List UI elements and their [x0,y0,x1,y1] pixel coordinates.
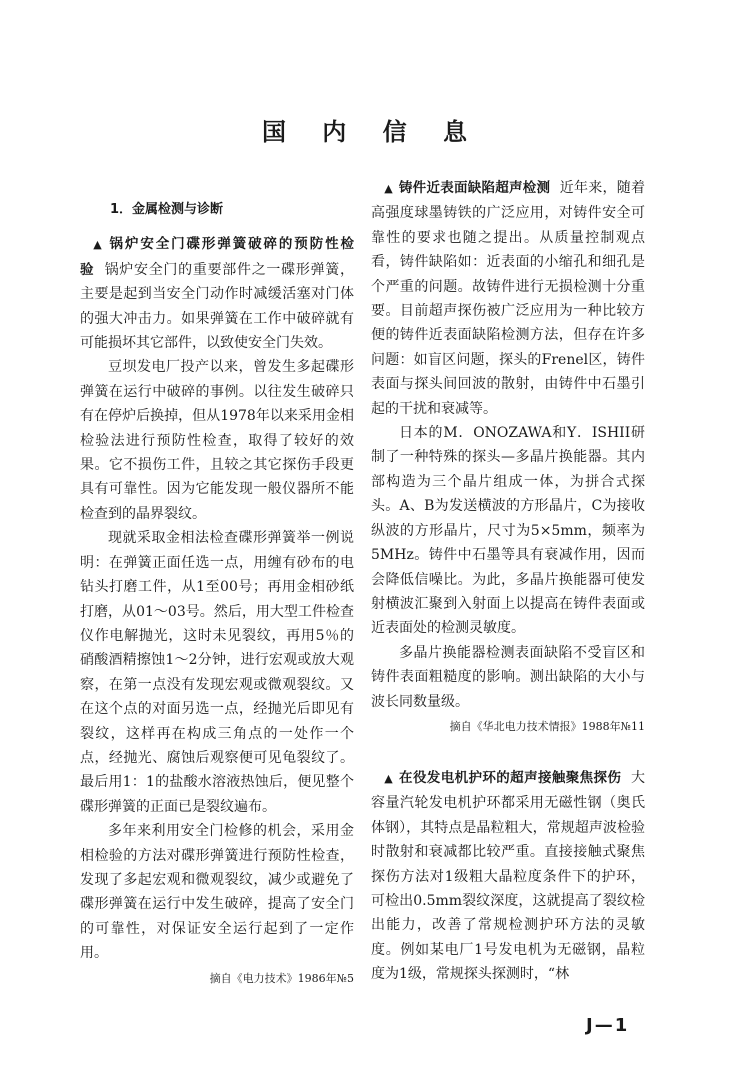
right-column [371,176,645,987]
triangle-marker-icon: ▲ [384,182,393,195]
article-2-intro [371,176,645,421]
left-column [80,176,354,988]
article-1-intro [80,232,354,355]
article-2-title: 铸件近表面缺陷超声检测 [398,180,551,196]
article-1-title: 锅炉安全门碟形弹簧破碎的预防性检验 [80,236,354,278]
triangle-marker-icon: ▲ [93,238,104,252]
triangle-marker-icon: ▲ [384,771,394,785]
article-3-title: 在役发电机护环的超声接触聚焦探伤 [399,769,622,786]
article-3-intro [371,766,645,987]
article-2-para-3: 多晶片换能器检测表面缺陷不受盲区和铸件表面粗糙度的影响。测出缺陷的大小与波长同数量级。 [371,644,645,710]
article-3-para-1: 大容量汽轮发电机护环都采用无磁性钢（奥氏体钢），其特点是晶粒粗大，常规超声波检验时散射和衰减都比较严重。直接接触式聚焦探伤方法对1级粗大晶粒度条件下的护环，可检出0.5mm裂纹深度，这就提高了裂纹检出能力，改善了常规检测护环方法的灵敏度。例如某电厂1号发电机为无磁钢，晶粒度为1级，常规探头探测时，“林 [371,769,645,983]
article-1-para-4: 多年来利用安全门检修的机会，采用金相检验的方法对碟形弹簧进行预防性检查，发现了多起宏观和微观裂纹，减少或避免了碟形弹簧在运行中发生破碎，提高了安全门的可靠性，对保证安全运行起到了一定作用。 [80,823,354,962]
page-number: J—1 [586,1015,630,1036]
article-2-para-1: 近年来，随着高强度球墨铸铁的广泛应用，对铸件安全可靠性的要求也随之提出。从质量控制观点看，铸件缺陷如：近表面的小缩孔和细孔是个严重的问题。故铸件进行无损检测十分重要。目前超声探伤被广泛应用为一种比较方便的铸件近表面缺陷检测方法，但存在许多问题：如盲区问题，探头的Frenel区，铸件表面与探头间回波的散射，由铸件中石墨引起的干扰和衰减等。 [371,180,646,417]
article-2-source: 摘自《华北电力技术情报》1988年№11 [449,719,645,733]
article-1-para-3: 现就采取金相法检查碟形弹簧举一例说明：在弹簧正面任选一点，用缠有砂布的电钻头打磨工件，从1至00号；再用金相砂纸打磨，从01～03号。然后，用大型工件检查仪作电解抛光，这时未见裂纹，再用5％的硝酸酒精擦蚀1～2分钟，进行宏观或放大观察，在第一点没有发现宏观或微观裂纹。又在这个点的对面另选一点，经抛光后即见有裂纹，这样再在构成三角点的一处作一个点，经抛光、腐蚀后观察便可见龟裂纹了。最后用1：1的盐酸水溶液热蚀后，便见整个碟形弹簧的正面已是裂纹遍布。 [80,530,354,815]
article-1-para-2: 豆坝发电厂投产以来，曾发生多起碟形弹簧在运行中破碎的事例。以往发生破碎只有在停炉后换掉，但从1978年以来采用金相检验法进行预防性检查，取得了较好的效果。它不损伤工件，且较之其它探伤手段更具有可靠性。因为它能发现一般仪器所不能检查到的晶界裂纹。 [80,359,354,522]
article-1-source: 摘自《电力技术》1986年№5 [209,971,354,985]
article-1-para-1: 锅炉安全门的重要部件之一碟形弹簧，主要是起到当安全门动作时减缓活塞对门体的强大冲击力。如果弹簧在工作中破碎就有可能损坏其它部件，以致使安全门失效。 [80,261,355,352]
page-title: 国 内 信 息 [261,118,482,146]
section-heading: 1．金属检测与诊断 [110,202,224,217]
article-2-para-2: 日本的M．ONOZAWA和Y．ISHII研制了一种特殊的探头—多晶片换能器。其内部构造为三个晶片组成一体，为拼合式探头。A、B为发送横波的方形晶片，C为接收纵波的方形晶片，尺寸为5×5mm，频率为5MHz。铸件中石墨等具有衰减作用，因而会降低信噪比。为此，多晶片换能器可使发射横波汇聚到入射面上以提高在铸件表面或近表面处的检测灵敏度。 [371,425,645,637]
